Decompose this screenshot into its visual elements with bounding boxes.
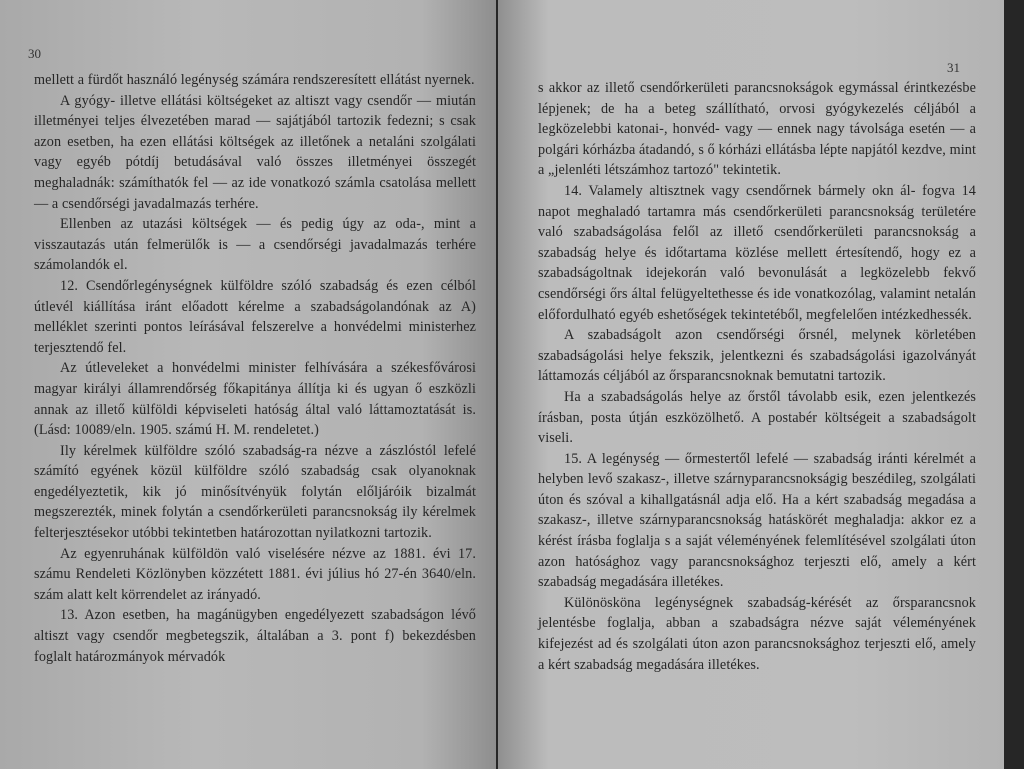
paragraph: 12. Csendőrlegénységnek külföldre szóló szabadság és ezen célból útlevél kiállítása iránt előadott kérelme a szabadságolandónak az A) melléklet szerinti pontos leírásával felszerelve a honvédelmi ministerhez terjesztendő fel.	[34, 277, 476, 356]
paragraph: A szabadságolt azon csendőrségi őrsnél, melynek körletében szabadságolási helye fekszik, jelentkezni és szabadságolási igazolványát láttamozás céljából az őrsparancsnoknak bemutatni tartozik.	[538, 327, 976, 385]
paragraph: mellett a fürdőt használó legénység számára rendszeresített ellátást nyernek.	[34, 72, 475, 88]
paragraph: Különösköna legénységnek szabadság-kérését az őrsparancsnok jelentésbe foglalja, abban a szabadságra nézve saját véleményének kifejezést ad és szolgálati úton azon parancsnoksághoz terjeszti elő, amely a kért szabadság megadására illetékes.	[538, 594, 976, 673]
paragraph: Az útleveleket a honvédelmi minister felhívására a székesfővárosi magyar királyi államrendőrség főkapitánya állítja ki és ugyan ő eszközli annak az illető külföldi képviseleti hatóság által való láttamoztatását is. (Lásd: 10089/eln. 1905. számú H. M. rendeletet.)	[34, 360, 476, 439]
page-text	[538, 78, 976, 675]
paragraph: s akkor az illető csendőrkerületi parancsnokságok egymással érintkezésbe lépjenek; de ha a beteg szállítható, orvosi gyógykezelés céljából a legközelebbi katonai-, honvéd- vagy — ennek nagy távolsága esetén — a polgári kórházba átadandó, s ő kórházi ellátásba lépte napjától kezdve, mint a „jelenléti létszámhoz tartozó" tekintetik.	[538, 80, 976, 179]
paragraph: Az egyenruhának külföldön való viselésére nézve az 1881. évi 17. számu Rendeleti Közlönyben közzétett 1881. évi július hó 27-én 3640/eln. szám alatt kelt körrendelet az irányadó.	[34, 545, 476, 603]
paragraph: 15. A legénység — őrmestertől lefelé — szabadság iránti kérelmét a helyben levő szakasz-, illetve szárnyparancsnokságig beszédileg, szolgálati úton és szóval a kihallgatásnál adja elő. Ha a kért szabadság megadása a szakasz-, illetve szárnyparancsnokság hatáskörét meghaladja: akkor ez a kérést írásba foglalja s a saját véleményének felemlítésével szolgálati úton azon hatósághoz vagy parancsnoksághoz terjeszti elő, amely a kért szabadság megadására illetékes.	[538, 450, 976, 591]
page-number: 30	[28, 46, 41, 61]
paragraph: Ily kérelmek külföldre szóló szabadság-ra nézve a zászlóstól lefelé számító egyének közül külföldre szóló szabadság csak olyanoknak engedélyeztetik, kik jó minősítvényük folytán előljáróik bizalmát megszerezték, minek folytán a csendőrkerületi parancsnokság ily kérelmek felterjesztésekor utóbbi tekintetben határozottan nyilatkozni tartozik.	[34, 442, 476, 542]
paragraph: Ellenben az utazási költségek — és pedig úgy az oda-, mint a visszautazás után felmerülők is — a csendőrségi javadalmazás terhére számolandók el.	[34, 216, 476, 274]
page-text	[34, 70, 476, 667]
left-page	[0, 0, 496, 769]
paragraph: 13. Azon esetben, ha magánügyben engedélyezett szabadságon lévő altiszt vagy csendőr megbetegszik, általában a 3. pont f) bekezdésben foglalt határozmányok mérvadók	[34, 607, 476, 665]
right-page	[498, 0, 1004, 769]
paragraph: 14. Valamely altisztnek vagy csendőrnek bármely okn ál- fogva 14 napot meghaladó tartamra más csendőrkerületi parancsnokság területére való szabadságolása felől az illető csendőrkerületi parancsnokság a szabadság helye és időtartama közlése mellett értesítendő, hogy ez a szabadságoltnak idejekorán való bevonulását a legközelebb fekvő csendőrségi őrs által felügyeltethesse és ide vonatkozólag, valamint netalán előfordulható egyéb eshetőségek tekintetéből, megfelelően intézkedhessék.	[538, 182, 976, 323]
page-number: 31	[947, 60, 960, 75]
paragraph: A gyógy- illetve ellátási költségeket az altiszt vagy csendőr — miután illetményei teljes élvezetében marad — sajátjából tartozik fedezni; s csak azon esetben, ha ezen ellátási költségek az illetőnek a netaláni szolgálati vagy egyéb pótdíj betudásával való összes illetményei összegét meghaladnák: számíthatók fel — az ide vonatkozó számla csatolása mellett — a csendőrségi javadalmazás terhére.	[34, 92, 476, 212]
paragraph: Ha a szabadságolás helye az őrstől távolabb esik, ezen jelentkezés írásban, posta útján eszközölhető. A postabér költségeit a szabadságolt viseli.	[538, 388, 976, 447]
